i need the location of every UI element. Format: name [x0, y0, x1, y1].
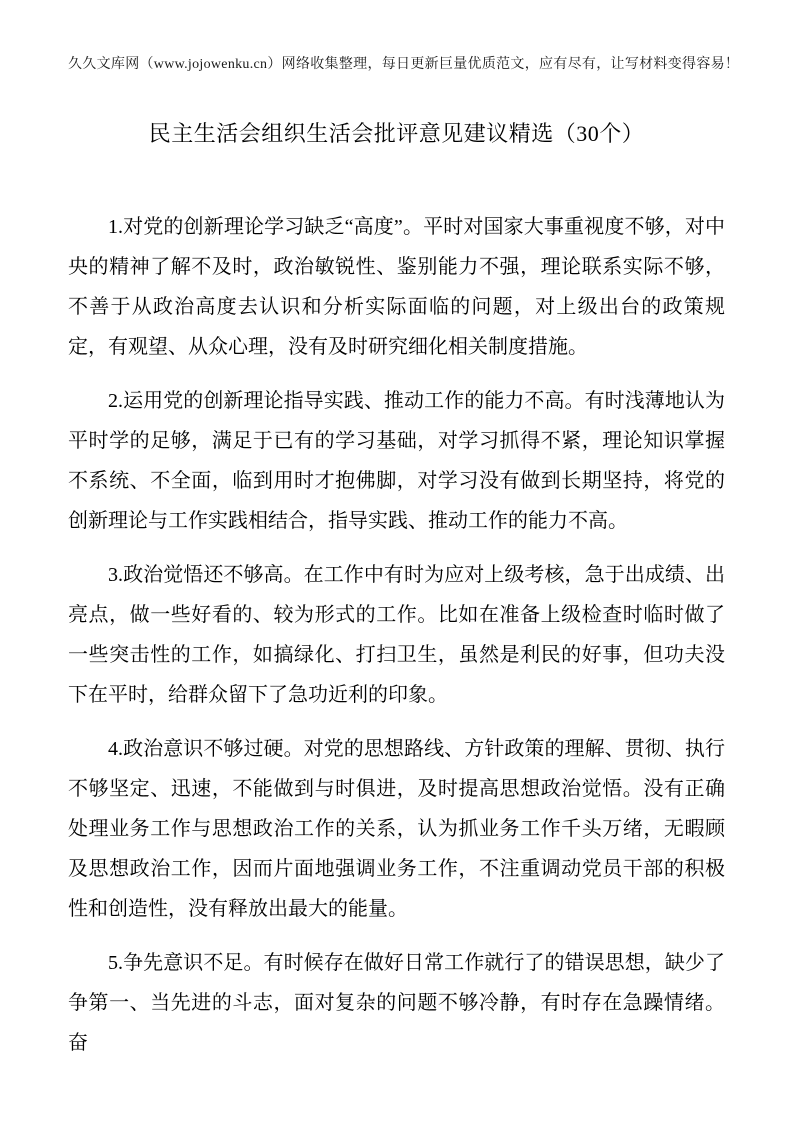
paragraph-4: 4.政治意识不够过硬。对党的思想路线、方针政策的理解、贯彻、执行不够坚定、迅速，不能做到与时俱进，及时提高思想政治觉悟。没有正确处理业务工作与思想政治工作的关系，认为抓业务工作千头万绪，无暇顾及思想政治工作，因而片面地强调业务工作，不注重调动党员干部的积极性和创造性，没有释放出最大的能量。: [68, 738, 725, 920]
header-watermark-text: 久久文库网（www.jojowenku.cn）网络收集整理，每日更新巨量优质范文，应有尽有，让写材料变得容易！: [68, 57, 740, 72]
paragraph-5: 5.争先意识不足。有时候存在做好日常工作就行了的错误思想，缺少了争第一、当先进的斗志，面对复杂的问题不够冷静，有时存在急躁情绪。奋: [68, 952, 725, 1054]
paragraph-3: 3.政治觉悟还不够高。在工作中有时为应对上级考核，急于出成绩、出亮点，做一些好看的、较为形式的工作。比如在准备上级检查时临时做了一些突击性的工作，如搞绿化、打扫卫生，虽然是利民的好事，但功夫没下在平时，给群众留下了急功近利的印象。: [68, 564, 725, 706]
paragraph-1: 1.对党的创新理论学习缺乏“高度”。平时对国家大事重视度不够，对中央的精神了解不及时，政治敏锐性、鉴别能力不强，理论联系实际不够，不善于从政治高度去认识和分析实际面临的问题，对上级出台的政策规定，有观望、从众心理，没有及时研究细化相关制度措施。: [68, 216, 725, 358]
paragraph-2: 2.运用党的创新理论指导实践、推动工作的能力不高。有时浅薄地认为平时学的足够，满足于已有的学习基础，对学习抓得不紧，理论知识掌握不系统、不全面，临到用时才抱佛脚，对学习没有做到长期坚持，将党的创新理论与工作实践相结合，指导实践、推动工作的能力不高。: [68, 390, 725, 532]
document-title: 民主生活会组织生活会批评意见建议精选（30个）: [148, 121, 645, 146]
document-body: [68, 117, 725, 1063]
